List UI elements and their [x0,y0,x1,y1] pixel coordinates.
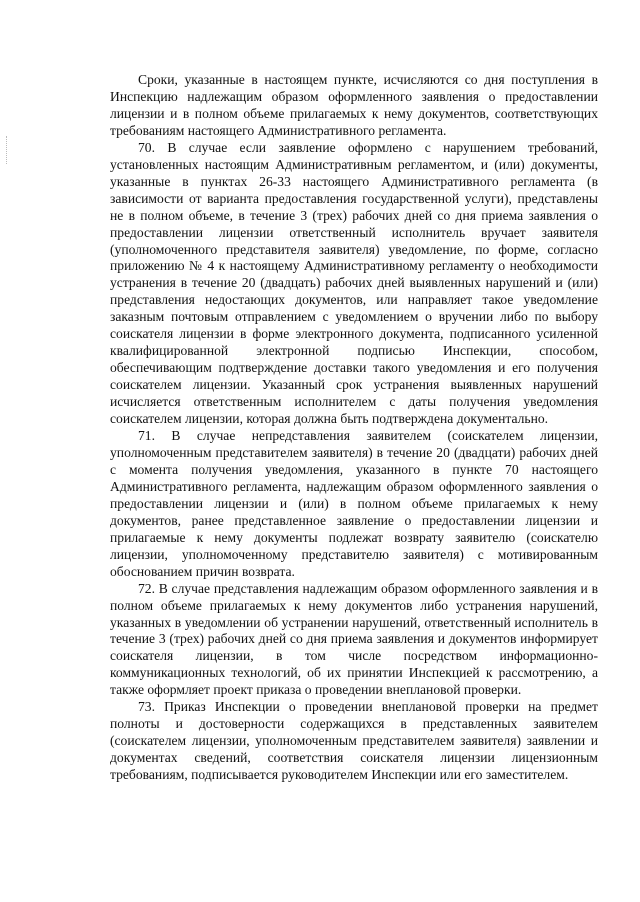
document-body [110,72,598,784]
paragraph-70: 70. В случае если заявление оформлено с нарушением требований, установленных настоящим Административным регламентом, и (или) документы, указанные в пунктах 26-33 настоящего Административного регламента (в зависимости от варианта предоставления государственной услуги), представлены не в полном объеме, в течение 3 (трех) рабочих дней со дня приема заявления о предоставлении лицензии ответственный исполнитель вручает заявителя (уполномоченного представителя заявителя) уведомление, по форме, согласно приложению № 4 к настоящему Административному регламенту о необходимости устранения в течение 20 (двадцать) рабочих дней выявленных нарушений и (или) представления недостающих документов, или направляет такое уведомление заказным почтовым отправлением с уведомлением о вручении либо по выбору соискателя лицензии в форме электронного документа, подписанного усиленной квалифицированной электронной подписью Инспекции, способом, обеспечивающим подтверждение доставки такого уведомления и его получения соискателем лицензии. Указанный срок устранения выявленных нарушений исчисляется ответственным исполнителем с даты получения уведомления соискателем лицензии, которая должна быть подтверждена документально. [110,139,598,427]
scan-margin-mark [6,136,9,164]
paragraph-73: 73. Приказ Инспекции о проведении внеплановой проверки на предмет полноты и достоверности содержащихся в представленных заявителем (соискателем лицензии, уполномоченным представителем заявителя) заявлении и документах сведений, соответствия соискателя лицензии лицензионным требованиям, подписывается руководителем Инспекции или его заместителем. [110,699,598,783]
paragraph-timing-note: Сроки, указанные в настоящем пункте, исчисляются со дня поступления в Инспекцию надлежащим образом оформленного заявления о предоставлении лицензии и в полном объеме прилагаемых к нему документов, соответствующих требованиям настоящего Административного регламента. [110,72,598,138]
paragraph-71: 71. В случае непредставления заявителем (соискателем лицензии, уполномоченным представителем заявителя) в течение 20 (двадцати) рабочих дней с момента получения уведомления, указанного в пункте 70 настоящего Административного регламента, надлежащим образом оформленного заявления о предоставлении лицензии и (или) в полном объеме прилагаемых к нему документов, ранее представленное заявление о предоставлении лицензии и прилагаемые к нему документы подлежат возврату заявителю (соискателю лицензии, уполномоченному представителю заявителя) с мотивированным обоснованием причин возврата. [110,428,598,579]
paragraph-72: 72. В случае представления надлежащим образом оформленного заявления и в полном объеме прилагаемых к нему документов либо устранения нарушений, указанных в уведомлении об устранении нарушений, ответственный исполнитель в течение 3 (трех) рабочих дней со дня приема заявления и документов информирует соискателя лицензии, в том числе посредством информационно-коммуникационных технологий, об их принятии Инспекцией к рассмотрению, а также оформляет проект приказа о проведении внеплановой проверки. [110,580,598,698]
